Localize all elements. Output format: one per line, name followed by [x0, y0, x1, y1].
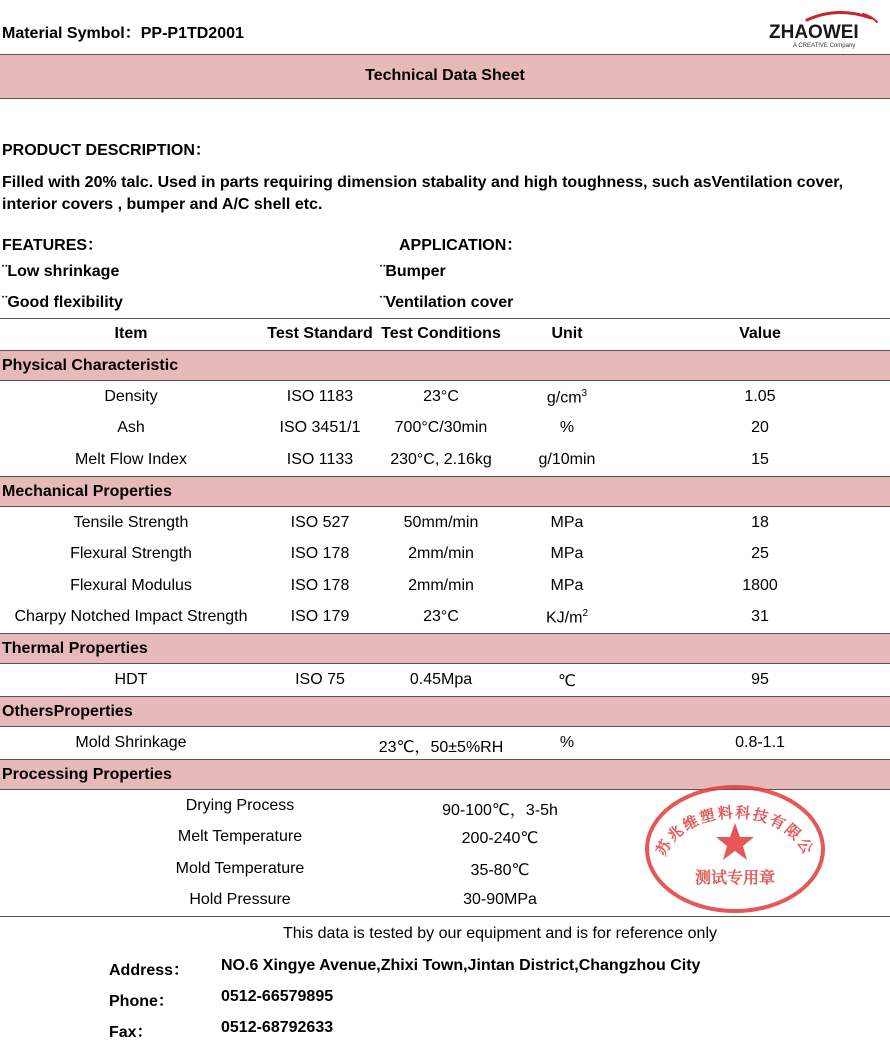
row-conditions: 50mm/min — [403, 514, 479, 531]
row-value: 20 — [751, 419, 769, 436]
row-item: Charpy Notched Impact Strength — [14, 608, 248, 625]
table-row — [0, 413, 890, 444]
seal-ring-text: 苏兆维塑料科技有限公 — [652, 803, 818, 859]
row-unit: MPa — [550, 514, 584, 531]
row-value: 1800 — [742, 577, 778, 594]
material-symbol-label: Material Symbol： — [2, 25, 141, 42]
row-standard: ISO 3451/1 — [279, 419, 361, 436]
application-heading: APPLICATION： — [399, 237, 523, 254]
row-unit: % — [559, 419, 575, 436]
company-seal-stamp — [642, 783, 828, 915]
unit-superscript: 2 — [582, 608, 588, 619]
application-item-1: ¨Bumper — [380, 263, 446, 280]
row-standard: ISO 75 — [295, 671, 345, 688]
section-title: Processing Properties — [2, 766, 172, 783]
row-value: 25 — [751, 545, 769, 562]
fax-label: Fax： — [109, 1024, 153, 1041]
material-symbol-value: PP-P1TD2001 — [140, 25, 244, 42]
row-value: 1.05 — [744, 388, 776, 405]
row-conditions: 0.45Mpa — [409, 671, 473, 688]
material-symbol — [2, 20, 244, 43]
row-value: 18 — [751, 514, 769, 531]
row-item: Drying Process — [185, 797, 295, 814]
row-value: 35-80℃ — [470, 862, 530, 879]
row-item: Hold Pressure — [189, 891, 291, 908]
row-conditions: 23℃，50±5%RH — [378, 739, 504, 756]
description-heading: PRODUCT DESCRIPTION： — [2, 142, 211, 159]
feature-item-1: ¨Low shrinkage — [2, 263, 120, 280]
row-item: Melt Temperature — [177, 828, 303, 845]
phone-value: 0512-66579895 — [221, 988, 334, 1005]
row-conditions: 2mm/min — [408, 577, 474, 594]
unit-text: KJ/m — [545, 609, 583, 627]
table-row — [0, 508, 890, 539]
company-logo — [767, 8, 885, 50]
row-value: 95 — [751, 671, 769, 688]
row-item: HDT — [114, 671, 148, 688]
row-standard: ISO 1133 — [286, 451, 354, 468]
row-unit: MPa — [550, 545, 584, 562]
section-others — [0, 696, 890, 727]
phone-label: Phone： — [109, 993, 174, 1010]
application-item-2: ¨Ventilation cover — [380, 294, 514, 311]
disclaimer-text: This data is tested by our equipment and is for reference only — [282, 925, 717, 942]
row-conditions: 230°C, 2.16kg — [390, 451, 492, 468]
header-standard: Test Standard — [267, 325, 373, 342]
row-standard: ISO 179 — [290, 608, 350, 625]
row-standard: ISO 178 — [290, 545, 350, 562]
feature-item-2: ¨Good flexibility — [2, 294, 123, 311]
table-header-row — [0, 319, 890, 350]
section-mechanical — [0, 476, 890, 507]
logo-subtext: A CREATIVE Company — [793, 43, 856, 49]
row-conditions: 23°C — [423, 388, 459, 405]
row-item: Mold Temperature — [175, 860, 305, 877]
row-item: Flexural Modulus — [70, 577, 192, 594]
table-row — [0, 571, 890, 602]
section-title: Mechanical Properties — [2, 483, 172, 500]
row-unit: % — [559, 734, 575, 751]
row-item: Tensile Strength — [73, 514, 189, 531]
table-row — [0, 602, 890, 633]
row-standard: ISO 1183 — [286, 388, 354, 405]
header-conditions: Test Conditions — [381, 325, 501, 342]
row-unit — [504, 388, 630, 407]
description-line-1: Filled with 20% talc. Used in parts requiring dimension stabality and high toughness, such asVentilation cover, — [2, 174, 844, 191]
section-title: Physical Characteristic — [2, 357, 179, 374]
row-conditions: 2mm/min — [408, 545, 474, 562]
table-row — [0, 382, 890, 413]
row-value: 31 — [751, 608, 769, 625]
unit-text: g/cm — [546, 389, 582, 407]
logo-text: ZHAOWEI — [769, 22, 859, 43]
row-value: 90-100℃，3-5h — [442, 802, 558, 819]
table-bottom-rule — [0, 916, 890, 917]
row-unit: ℃ — [558, 673, 576, 690]
section-title: Thermal Properties — [2, 640, 148, 657]
row-conditions: 23°C — [423, 608, 459, 625]
row-value: 30-90MPa — [463, 891, 537, 908]
row-unit: MPa — [550, 577, 584, 594]
row-standard: ISO 178 — [290, 577, 350, 594]
table-row — [0, 445, 890, 476]
row-value: 15 — [751, 451, 769, 468]
row-item: Density — [104, 388, 158, 405]
address-label: Address： — [109, 962, 190, 979]
section-title: OthersProperties — [2, 703, 133, 720]
unit-superscript: 3 — [581, 388, 588, 399]
header-value: Value — [739, 325, 781, 342]
row-item: Mold Shrinkage — [75, 734, 187, 751]
row-item: Ash — [117, 419, 145, 436]
features-heading: FEATURES： — [2, 237, 104, 254]
row-value: 0.8-1.1 — [735, 734, 785, 751]
header-item: Item — [114, 325, 148, 342]
description-line-2: interior covers , bumper and A/C shell etc. — [2, 196, 323, 213]
table-row — [0, 665, 890, 696]
row-item: Melt Flow Index — [74, 451, 188, 468]
address-value: NO.6 Xingye Avenue,Zhixi Town,Jintan District,Changzhou City — [221, 957, 701, 974]
row-conditions: 700°C/30min — [394, 419, 488, 436]
header-unit: Unit — [551, 325, 583, 342]
row-item: Flexural Strength — [70, 545, 192, 562]
section-physical — [0, 350, 890, 381]
fax-value: 0512-68792633 — [221, 1019, 334, 1036]
row-value: 200-240℃ — [461, 830, 539, 847]
table-row — [0, 728, 890, 759]
row-unit: g/10min — [538, 451, 596, 468]
seal-bottom-text: 测试专用章 — [694, 868, 776, 887]
row-unit — [504, 608, 630, 627]
table-row — [0, 539, 890, 570]
row-standard: ISO 527 — [290, 514, 350, 531]
sheet-title: Technical Data Sheet — [365, 67, 525, 84]
section-thermal — [0, 633, 890, 664]
